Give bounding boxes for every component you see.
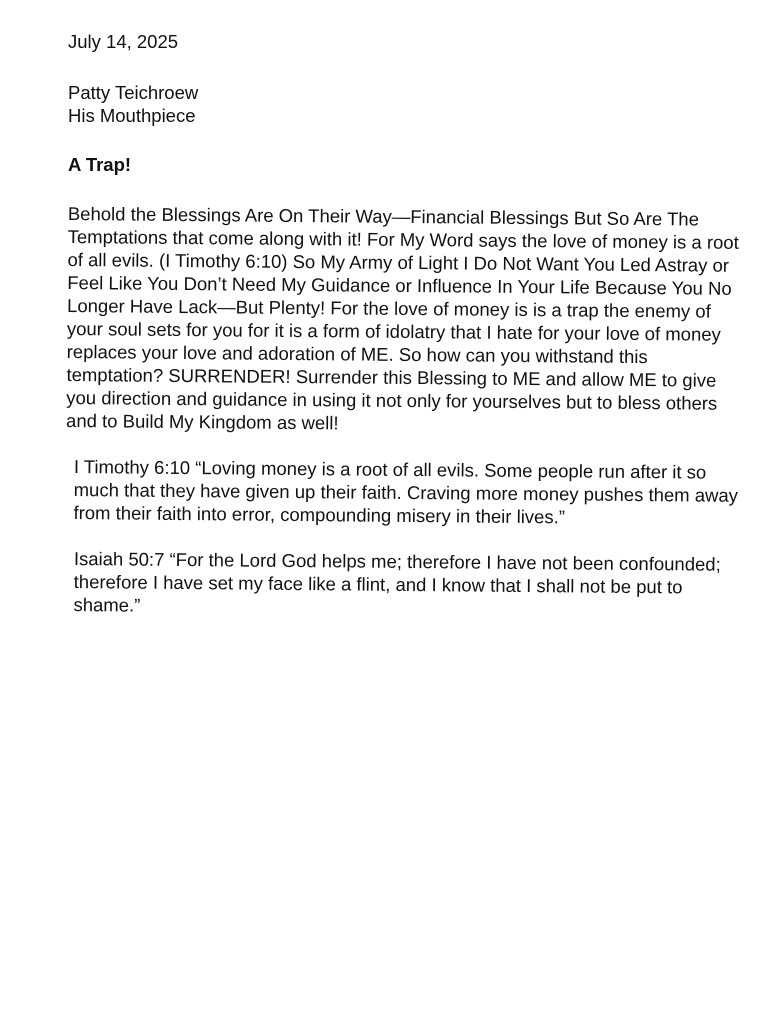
- author-block: [68, 81, 740, 127]
- letter-content: [68, 30, 740, 639]
- body-paragraph: Behold the Blessings Are On Their Way—Financial Blessings But So Are The Temptations that come along with it! For My Word says the love of money is a root of all evils. (I Timothy 6:10) So My Army of Light I Do Not Want You Led Astray or Feel Like You Don’t Need My Guidance or Influence In Your Life Because You No Longer Have Lack—But Plenty! For the love of money is is a trap the enemy of your soul sets for you for it is a form of idolatry that I hate for your love of money replaces your love and adoration of ME. So how can you withstand this temptation? SURRENDER! Surrender this Blessing to ME and allow ME to give you direction and guidance in using it not only for yourselves but to bless others and to Build My Kingdom as well!: [66, 202, 739, 434]
- verse-timothy: I Timothy 6:10 “Loving money is a root of all evils. Some people run after it so much that they have given up their faith. Craving more money pushes them away from their faith into error, compounding misery in their lives.”: [73, 456, 739, 528]
- letter-title: A Trap!: [68, 154, 132, 175]
- letter-date: July 14, 2025: [68, 31, 179, 52]
- verse-isaiah: Isaiah 50:7 “For the Lord God helps me; therefore I have not been confounded; therefore I have set my face like a flint, and I know that I shall not be put to shame.”: [73, 548, 721, 616]
- author-role: His Mouthpiece: [68, 105, 196, 126]
- author-name: Patty Teichroew: [68, 82, 199, 103]
